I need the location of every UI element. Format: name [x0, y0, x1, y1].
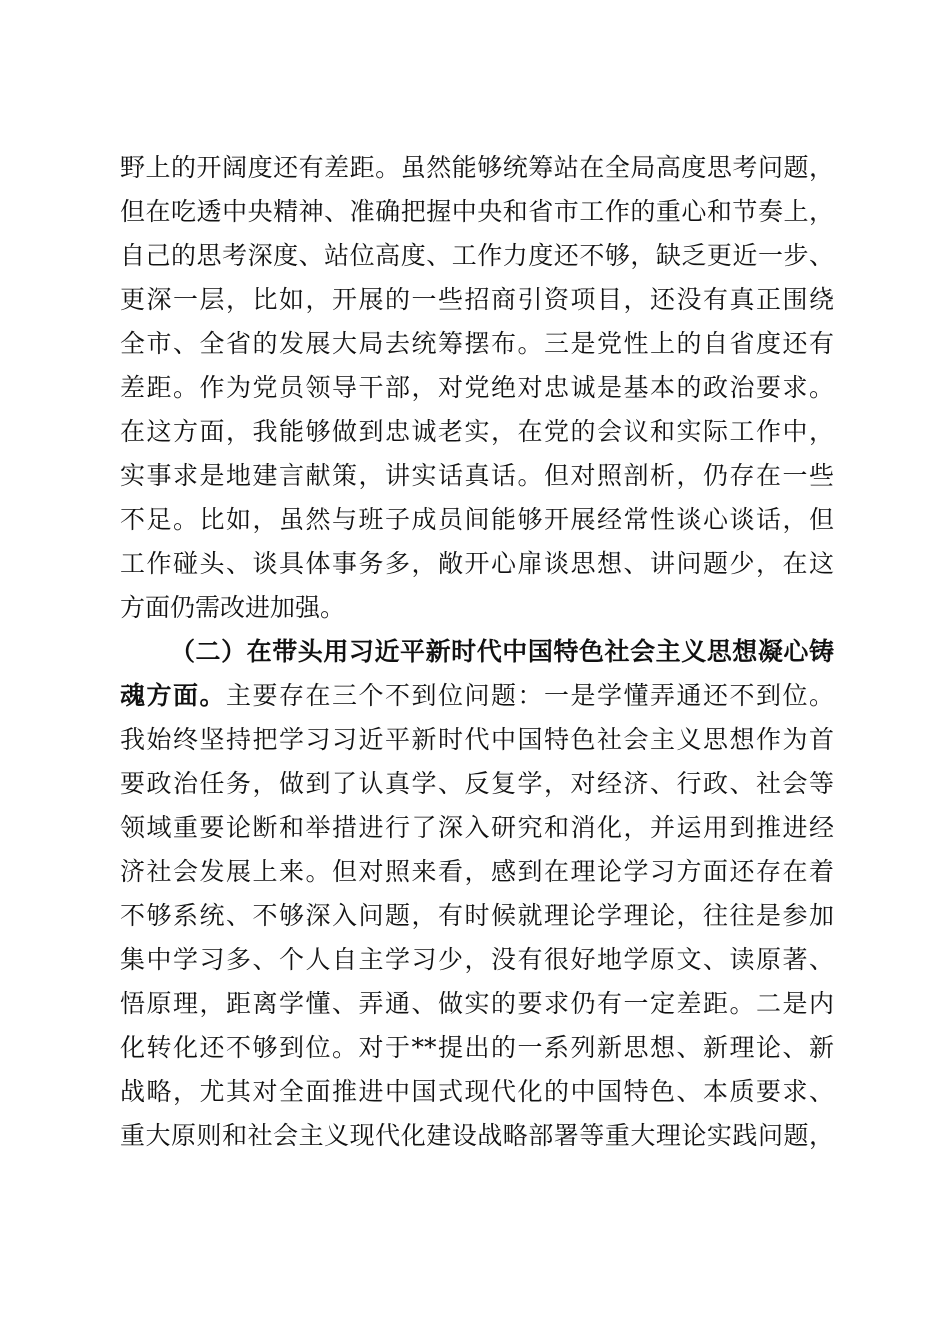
- paragraph-line: 集中学习多、个人自主学习少，没有很好地学原文、读原著、: [120, 945, 834, 974]
- paragraph-line: 不足。比如，虽然与班子成员间能够开展经常性谈心谈话，但: [120, 505, 834, 534]
- paragraph-line: 化转化还不够到位。对于**提出的一系列新思想、新理论、新: [120, 1033, 834, 1062]
- paragraph-line: 但在吃透中央精神、准确把握中央和省市工作的重心和节奏上，: [120, 197, 834, 226]
- paragraph-line: 不够系统、不够深入问题，有时候就理论学理论，往往是参加: [120, 901, 834, 930]
- paragraph-line: 悟原理，距离学懂、弄通、做实的要求仍有一定差距。二是内: [120, 989, 834, 1018]
- paragraph-line: 我始终坚持把学习习近平新时代中国特色社会主义思想作为首: [120, 725, 834, 754]
- paragraph-line: 工作碰头、谈具体事务多，敞开心扉谈思想、讲问题少，在这: [120, 549, 834, 578]
- section-heading-end: 魂方面。: [120, 681, 226, 710]
- paragraph-line: 济社会发展上来。但对照来看，感到在理论学习方面还存在着: [120, 857, 834, 886]
- paragraph-line: 重大原则和社会主义现代化建设战略部署等重大理论实践问题，: [120, 1121, 834, 1150]
- paragraph-line: 更深一层，比如，开展的一些招商引资项目，还没有真正围绕: [120, 285, 834, 314]
- paragraph-line: 实事求是地建言献策，讲实话真话。但对照剖析，仍存在一些: [120, 461, 834, 490]
- section-heading: （二）在带头用习近平新时代中国特色社会主义思想凝心铸: [170, 637, 834, 666]
- heading-line-text: 主要存在三个不到位问题：一是学懂弄通还不到位。: [226, 681, 834, 710]
- paragraph-line: 全市、全省的发展大局去统筹摆布。三是党性上的自省度还有: [120, 329, 834, 358]
- paragraph-line: 差距。作为党员领导干部，对党绝对忠诚是基本的政治要求。: [120, 373, 834, 402]
- paragraph-line: 野上的开阔度还有差距。虽然能够统筹站在全局高度思考问题，: [120, 153, 834, 182]
- paragraph-line: 战略，尤其对全面推进中国式现代化的中国特色、本质要求、: [120, 1077, 834, 1106]
- paragraph-line: 领域重要论断和举措进行了深入研究和消化，并运用到推进经: [120, 813, 834, 842]
- paragraph-line: 要政治任务，做到了认真学、反复学，对经济、行政、社会等: [120, 769, 834, 798]
- paragraph-line: 在这方面，我能够做到忠诚老实，在党的会议和实际工作中，: [120, 417, 834, 446]
- paragraph-line: 方面仍需改进加强。: [120, 593, 346, 622]
- section-heading-continued: [120, 676, 834, 716]
- paragraph-line: 自己的思考深度、站位高度、工作力度还不够，缺乏更近一步、: [120, 241, 834, 270]
